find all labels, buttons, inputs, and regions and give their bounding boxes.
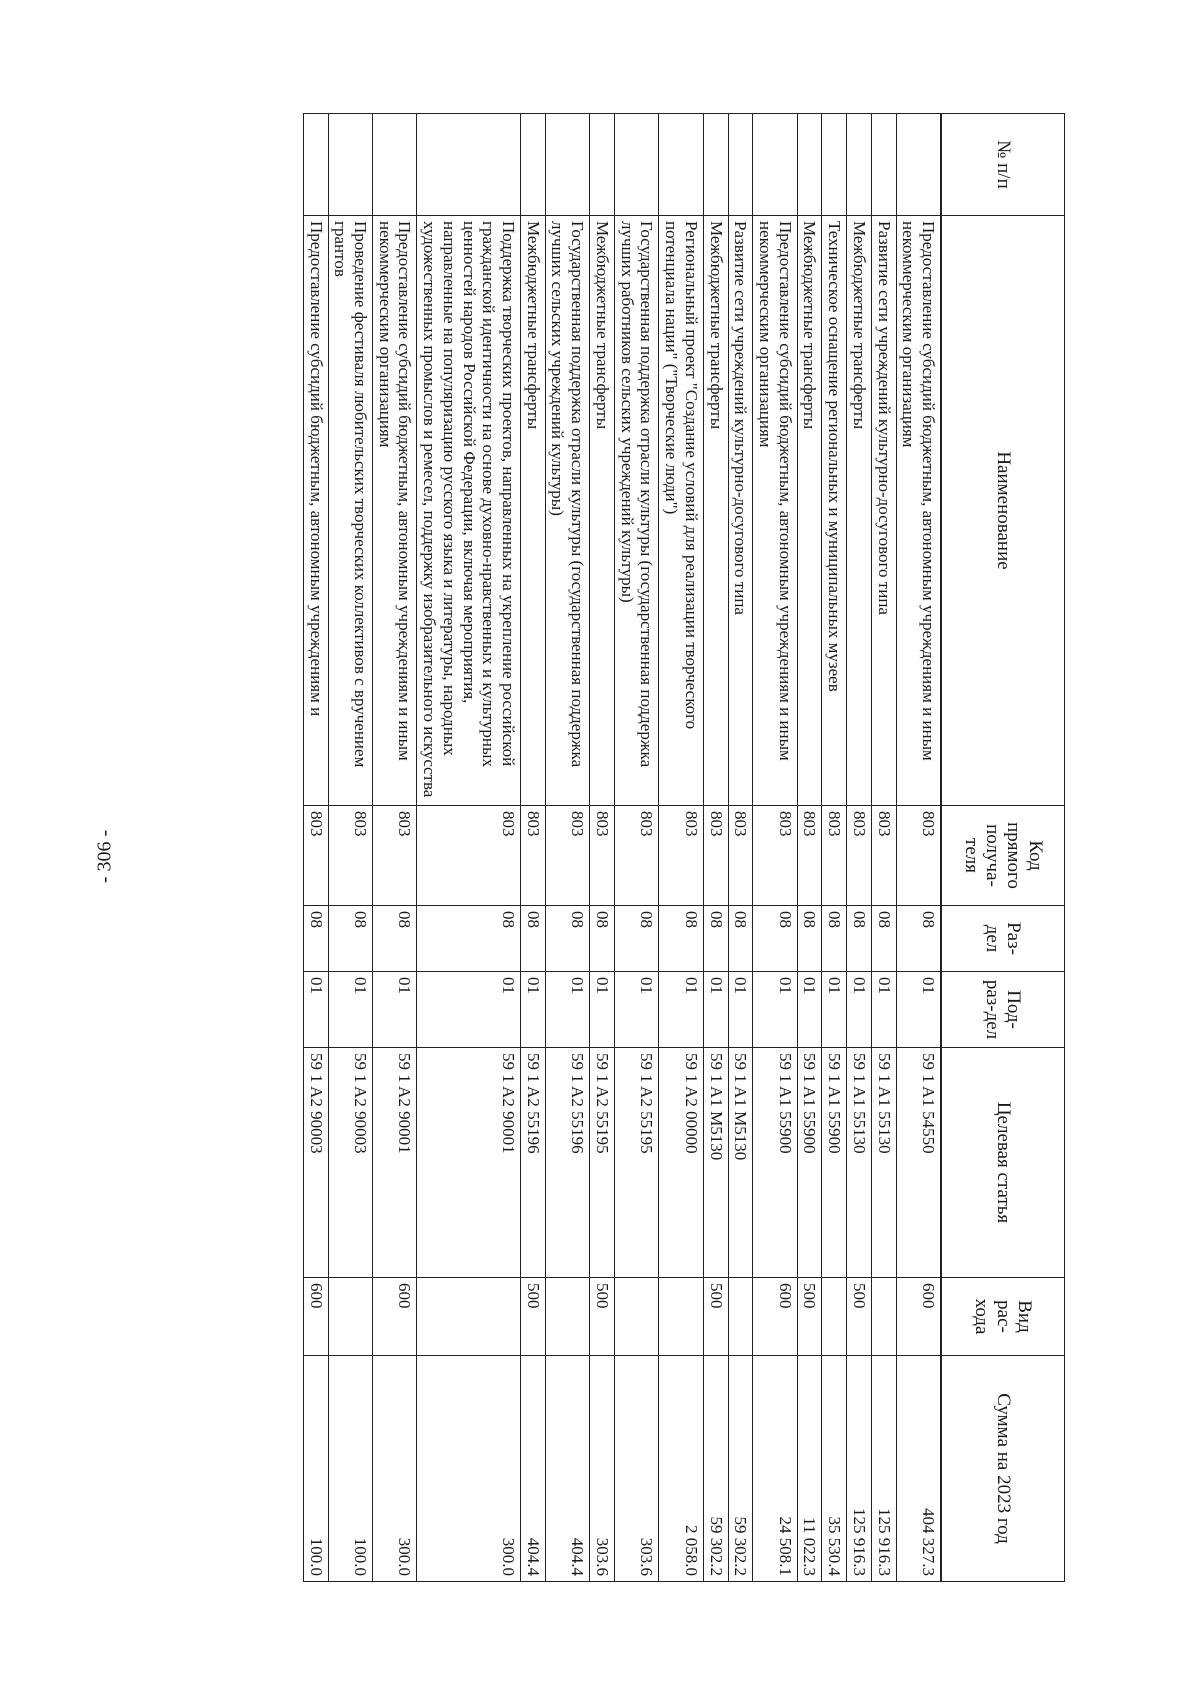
cell-subsection: 01	[417, 972, 521, 1048]
cell-name: Государственная поддержка отрасли культуры (государственная поддержка лучших сельских учреждений культуры)	[545, 216, 589, 806]
table-row	[659, 114, 703, 1582]
cell-section: 08	[303, 906, 328, 972]
cell-target-article: 59 1 A2 90003	[328, 1048, 372, 1278]
cell-section: 08	[545, 906, 589, 972]
cell-name: Проведение фестиваля любительских творческих коллективов с вручением грантов	[328, 216, 372, 806]
cell-section: 08	[728, 906, 753, 972]
cell-recipient-code: 803	[545, 806, 589, 906]
cell-subsection: 01	[703, 972, 728, 1048]
table-row	[545, 114, 589, 1582]
cell-num	[614, 114, 658, 216]
cell-num	[753, 114, 797, 216]
page-number: - 306 -	[93, 829, 116, 884]
cell-name: Межбюджетные трансферты	[703, 216, 728, 806]
table-row	[614, 114, 658, 1582]
table-row	[822, 114, 847, 1582]
cell-section: 08	[871, 906, 896, 972]
cell-name: Развитие сети учреждений культурно-досугового типа	[871, 216, 896, 806]
cell-subsection: 01	[797, 972, 822, 1048]
cell-name: Межбюджетные трансферты	[590, 216, 615, 806]
cell-num	[521, 114, 546, 216]
cell-target-article: 59 1 A1 54550	[896, 1048, 941, 1278]
cell-subsection: 01	[659, 972, 703, 1048]
cell-section: 08	[703, 906, 728, 972]
cell-name: Предоставление субсидий бюджетным, автономным учреждениям и	[303, 216, 328, 806]
cell-recipient-code: 803	[871, 806, 896, 906]
table-row	[753, 114, 797, 1582]
cell-sum: 59 302.2	[703, 1356, 728, 1582]
cell-sum: 404 327.3	[896, 1356, 941, 1582]
table-row	[871, 114, 896, 1582]
cell-num	[871, 114, 896, 216]
cell-expense-type	[728, 1278, 753, 1356]
cell-recipient-code: 803	[728, 806, 753, 906]
cell-name: Поддержка творческих проектов, направленных на укрепление российской гражданской идентичности на основе духовно-нравственных и культурных ценностей народов Российской Федерации, включая мероприятия, направленные на популяризацию русского языка и литературы, народных художественных промыслов и ремесел, поддержку изобразительного искусства	[417, 216, 521, 806]
cell-target-article: 59 1 A1 M5130	[728, 1048, 753, 1278]
table-row	[797, 114, 822, 1582]
cell-expense-type: 500	[703, 1278, 728, 1356]
cell-name: Региональный проект "Создание условий для реализации творческого потенциала нации" ("Творческие люди")	[659, 216, 703, 806]
table-body	[303, 114, 941, 1582]
cell-expense-type: 500	[797, 1278, 822, 1356]
cell-recipient-code: 803	[614, 806, 658, 906]
table-row	[521, 114, 546, 1582]
cell-name: Государственная поддержка отрасли культуры (государственная поддержка лучших работников сельских учреждений культуры)	[614, 216, 658, 806]
cell-sum: 404.4	[521, 1356, 546, 1582]
table-row	[328, 114, 372, 1582]
cell-recipient-code: 803	[373, 806, 417, 906]
cell-sum: 100.0	[303, 1356, 328, 1582]
cell-target-article: 59 1 A2 00000	[659, 1048, 703, 1278]
cell-expense-type	[328, 1278, 372, 1356]
cell-target-article: 59 1 A2 55196	[545, 1048, 589, 1278]
cell-target-article: 59 1 A2 55196	[521, 1048, 546, 1278]
cell-recipient-code: 803	[590, 806, 615, 906]
cell-num	[896, 114, 941, 216]
table-row	[590, 114, 615, 1582]
cell-section: 08	[614, 906, 658, 972]
cell-recipient-code: 803	[659, 806, 703, 906]
cell-target-article: 59 1 A1 55130	[871, 1048, 896, 1278]
header-num: № п/п	[941, 114, 1065, 216]
cell-target-article: 59 1 A1 55130	[847, 1048, 872, 1278]
header-name: Наименование	[941, 216, 1065, 806]
cell-num	[822, 114, 847, 216]
cell-target-article: 59 1 A1 55900	[822, 1048, 847, 1278]
cell-target-article: 59 1 A2 55195	[590, 1048, 615, 1278]
cell-subsection: 01	[871, 972, 896, 1048]
cell-section: 08	[659, 906, 703, 972]
cell-expense-type	[417, 1278, 521, 1356]
cell-expense-type	[659, 1278, 703, 1356]
cell-section: 08	[753, 906, 797, 972]
cell-recipient-code: 803	[753, 806, 797, 906]
cell-recipient-code: 803	[417, 806, 521, 906]
table-row	[847, 114, 872, 1582]
cell-num	[373, 114, 417, 216]
cell-target-article: 59 1 A2 90001	[373, 1048, 417, 1278]
cell-num	[328, 114, 372, 216]
cell-target-article: 59 1 A2 90001	[417, 1048, 521, 1278]
cell-subsection: 01	[822, 972, 847, 1048]
cell-subsection: 01	[545, 972, 589, 1048]
cell-subsection: 01	[328, 972, 372, 1048]
cell-section: 08	[797, 906, 822, 972]
cell-target-article: 59 1 A2 55195	[614, 1048, 658, 1278]
cell-subsection: 01	[614, 972, 658, 1048]
cell-sum: 404.4	[545, 1356, 589, 1582]
cell-name: Предоставление субсидий бюджетным, автономным учреждениям и иным некоммерческим организациям	[896, 216, 941, 806]
cell-section: 08	[521, 906, 546, 972]
cell-name: Предоставление субсидий бюджетным, автономным учреждениям и иным некоммерческим организациям	[373, 216, 417, 806]
cell-num	[303, 114, 328, 216]
cell-name: Развитие сети учреждений культурно-досугового типа	[728, 216, 753, 806]
table-row	[417, 114, 521, 1582]
cell-sum: 125 916.3	[847, 1356, 872, 1582]
table-header-row	[941, 114, 1065, 1582]
cell-sum: 303.6	[590, 1356, 615, 1582]
cell-num	[545, 114, 589, 216]
cell-subsection: 01	[728, 972, 753, 1048]
cell-subsection: 01	[373, 972, 417, 1048]
cell-target-article: 59 1 A1 M5130	[703, 1048, 728, 1278]
cell-expense-type: 500	[521, 1278, 546, 1356]
cell-recipient-code: 803	[303, 806, 328, 906]
cell-num	[797, 114, 822, 216]
cell-section: 08	[590, 906, 615, 972]
cell-num	[847, 114, 872, 216]
cell-target-article: 59 1 A2 90003	[303, 1048, 328, 1278]
cell-recipient-code: 803	[797, 806, 822, 906]
cell-num	[590, 114, 615, 216]
cell-subsection: 01	[590, 972, 615, 1048]
cell-recipient-code: 803	[521, 806, 546, 906]
cell-section: 08	[417, 906, 521, 972]
cell-section: 08	[896, 906, 941, 972]
cell-subsection: 01	[847, 972, 872, 1048]
cell-expense-type	[545, 1278, 589, 1356]
cell-name: Межбюджетные трансферты	[847, 216, 872, 806]
table-row	[728, 114, 753, 1582]
cell-subsection: 01	[896, 972, 941, 1048]
cell-recipient-code: 803	[847, 806, 872, 906]
header-recipient-code: Код прямого получа-теля	[941, 806, 1065, 906]
cell-section: 08	[847, 906, 872, 972]
cell-recipient-code: 803	[896, 806, 941, 906]
header-section: Раз-дел	[941, 906, 1065, 972]
cell-sum: 11 022.3	[797, 1356, 822, 1582]
cell-expense-type	[822, 1278, 847, 1356]
header-expense-type: Вид рас-хода	[941, 1278, 1065, 1356]
cell-expense-type: 500	[847, 1278, 872, 1356]
cell-num	[703, 114, 728, 216]
table-row	[703, 114, 728, 1582]
cell-target-article: 59 1 A1 55900	[797, 1048, 822, 1278]
cell-name: Предоставление субсидий бюджетным, автономным учреждениям и иным некоммерческим организациям	[753, 216, 797, 806]
cell-subsection: 01	[303, 972, 328, 1048]
cell-sum: 24 508.1	[753, 1356, 797, 1582]
cell-expense-type: 500	[590, 1278, 615, 1356]
header-sum-2023: Сумма на 2023 год	[941, 1356, 1065, 1582]
table-row	[373, 114, 417, 1582]
cell-expense-type: 600	[373, 1278, 417, 1356]
cell-sum: 35 530.4	[822, 1356, 847, 1582]
cell-expense-type	[614, 1278, 658, 1356]
table-row	[896, 114, 941, 1582]
cell-expense-type: 600	[753, 1278, 797, 1356]
cell-name: Межбюджетные трансферты	[797, 216, 822, 806]
rotated-table-container	[130, 113, 1065, 1581]
header-subsection: Под-раз-дел	[941, 972, 1065, 1048]
cell-subsection: 01	[753, 972, 797, 1048]
cell-recipient-code: 803	[822, 806, 847, 906]
cell-sum: 303.6	[614, 1356, 658, 1582]
cell-num	[659, 114, 703, 216]
cell-section: 08	[328, 906, 372, 972]
budget-table	[303, 113, 1065, 1582]
cell-section: 08	[822, 906, 847, 972]
cell-expense-type	[871, 1278, 896, 1356]
cell-num	[728, 114, 753, 216]
cell-sum: 100.0	[328, 1356, 372, 1582]
cell-subsection: 01	[521, 972, 546, 1048]
cell-name: Техническое оснащение региональных и муниципальных музеев	[822, 216, 847, 806]
header-target-article: Целевая статья	[941, 1048, 1065, 1278]
cell-name: Межбюджетные трансферты	[521, 216, 546, 806]
cell-section: 08	[373, 906, 417, 972]
cell-sum: 2 058.0	[659, 1356, 703, 1582]
cell-sum: 300.0	[417, 1356, 521, 1582]
cell-target-article: 59 1 A1 55900	[753, 1048, 797, 1278]
cell-recipient-code: 803	[703, 806, 728, 906]
cell-sum: 125 916.3	[871, 1356, 896, 1582]
cell-sum: 59 302.2	[728, 1356, 753, 1582]
cell-recipient-code: 803	[328, 806, 372, 906]
cell-expense-type: 600	[896, 1278, 941, 1356]
cell-expense-type: 600	[303, 1278, 328, 1356]
cell-sum: 300.0	[373, 1356, 417, 1582]
cell-num	[417, 114, 521, 216]
table-row	[303, 114, 328, 1582]
